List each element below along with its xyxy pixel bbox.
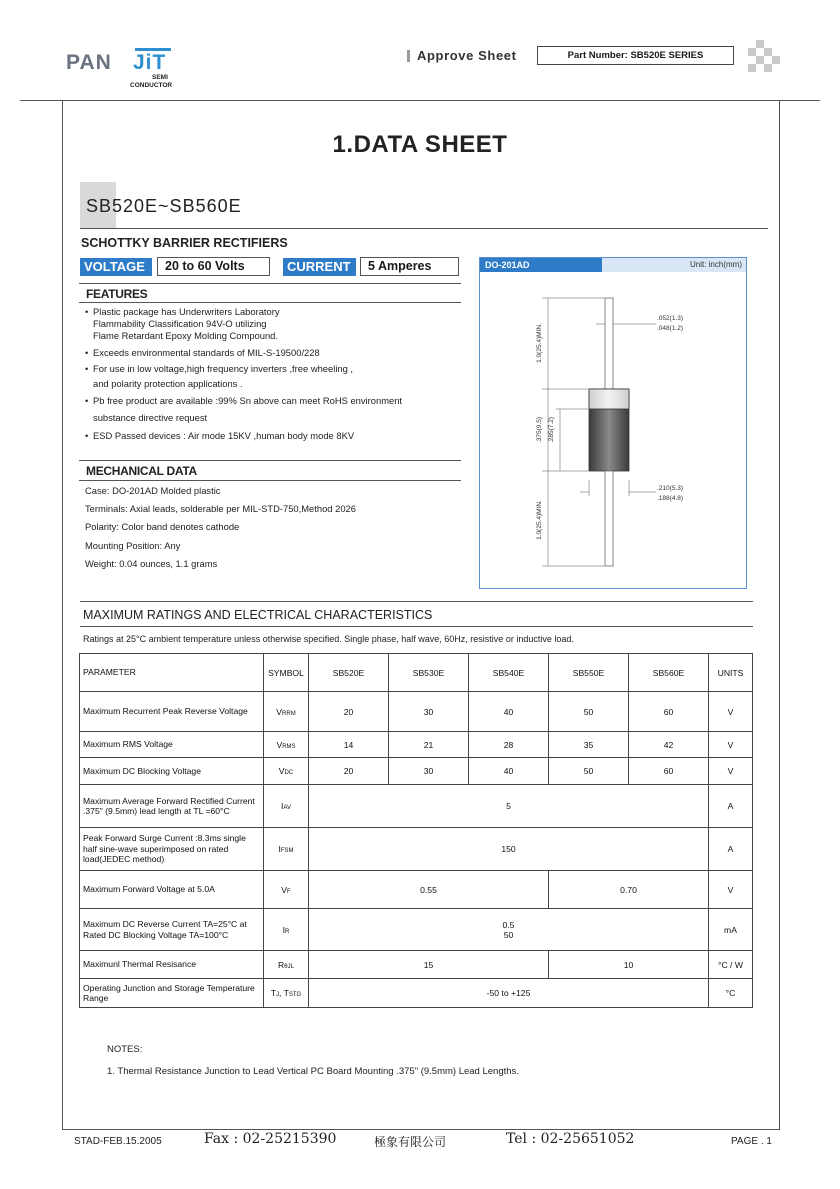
page-title: 1.DATA SHEET [332,131,508,158]
product-type: SCHOTTKY BARRIER RECTIFIERS [81,236,288,250]
param-cell: Maximum Recurrent Peak Reverse Voltage [80,692,264,732]
dim-top-lead-length: 1.0(25.4)MIN. [536,323,543,363]
symbol-main: , T [279,988,289,998]
value-cell: 30 [389,758,469,785]
feature-line: • ESD Passed devices : Air mode 15KV ,human body mode 8KV [93,429,355,441]
table-row [80,909,753,951]
mechanical-line: Polarity: Color band denotes cathode [85,521,240,533]
voltage-value: 20 to 60 Volts [157,257,270,276]
symbol-cell [264,758,309,785]
feature-line: Flammability Classification 94V-O utilizing [93,318,267,329]
value-cell: 50 [549,692,629,732]
value-cell: 15 [309,951,549,979]
mechanical-rule-bottom [79,480,461,481]
header-part: SB550E [549,654,629,692]
value-cell: 60 [629,758,709,785]
symbol-sub: J [276,992,280,998]
symbol-sub: θJL [284,963,294,970]
table-row [80,785,753,828]
value-cell: 20 [309,692,389,732]
mechanical-line: Mounting Position: Any [85,539,181,551]
value-cell: 40 [469,758,549,785]
value-cell: 20 [309,758,389,785]
ratings-title: MAXIMUM RATINGS AND ELECTRICAL CHARACTERISTICS [83,608,433,622]
feature-item [85,395,465,424]
unit-cell: A [709,828,753,871]
feature-line: and polarity protection applications . [93,378,243,389]
cathode-band [589,389,629,409]
dim-lead-dia-min: .048(1.2) [657,325,684,332]
symbol-main: V [276,706,283,717]
dim-body-dia-min: .188(4.8) [657,495,684,502]
param-cell: Peak Forward Surge Current :8.3ms single half sine-wave superimposed on rated load(JEDEC method) [80,828,264,871]
table-header-row [80,654,753,692]
feature-item [85,363,465,390]
header-part: SB560E [629,654,709,692]
symbol-cell [264,979,309,1008]
ratings-table [79,653,753,1008]
symbol-main: I [278,844,281,854]
value-cell: 30 [389,692,469,732]
header-part: SB520E [309,654,389,692]
table-row [80,828,753,871]
unit-cell: V [709,871,753,909]
features-list [85,306,465,446]
table-row [80,692,753,732]
value-cell: 28 [469,732,549,758]
ratings-rule-bottom [80,626,753,627]
ratings-note: Ratings at 25°C ambient temperature unless otherwise specified. Single phase, half wave, 60Hz, resistive or inductive load. [83,634,574,644]
footer-date: STAD-FEB.15.2005 [74,1136,162,1147]
package-drawing [479,257,747,589]
checker-pattern-icon [742,40,778,76]
symbol-main: I [282,924,286,935]
mechanical-heading: MECHANICAL DATA [86,464,197,478]
value-line: 0.5 [502,919,515,930]
current-value: 5 Amperes [360,257,459,276]
symbol-cell [264,909,309,951]
symbol-cell [264,871,309,909]
value-cell: -50 to +125 [309,979,709,1008]
diode-outline-drawing [480,258,748,590]
symbol-sub: R [285,928,290,935]
mechanical-line: Weight: 0.04 ounces, 1.1 grams [85,557,218,569]
value-cell: 60 [629,692,709,732]
feature-item [85,306,465,342]
unit-cell: °C [709,979,753,1008]
value-cell: 5 [309,785,709,828]
param-cell: Maximum DC Reverse Current TA=25°C at Rated DC Blocking Voltage TA=100°C [80,909,264,951]
value-cell [309,909,709,951]
logo-pan-text: PAN [66,51,112,74]
header-symbol: SYMBOL [264,654,309,692]
feature-line: • Pb free product are available :99% Sn above can meet RoHS environment [93,394,403,406]
mechanical-data-list [85,485,465,576]
approve-sheet-marker [407,50,410,62]
series-name: SB520E~SB560E [86,196,242,216]
header-units: UNITS [709,654,753,692]
table-row [80,732,753,758]
unit-cell: mA [709,909,753,951]
symbol-main: T [270,988,277,998]
symbol-cell [264,785,309,828]
value-cell: 50 [549,758,629,785]
footer-company: 極象有限公司 [374,1135,447,1149]
param-cell: Maximum DC Blocking Voltage [80,758,264,785]
param-cell: Maximum Forward Voltage at 5.0A [80,871,264,909]
symbol-sub: FSM [280,848,294,854]
symbol-cell [264,951,309,979]
current-label: CURRENT [283,258,356,276]
symbol-cell [264,828,309,871]
logo-conductor-text: CONDUCTOR [130,82,173,89]
feature-line: • Exceeds environmental standards of MIL-S-19500/228 [93,346,320,358]
part-number-box: Part Number: SB520E SERIES [537,46,734,65]
footer-fax: Fax : 02-25215390 [204,1131,337,1147]
features-rule-bottom [79,302,461,303]
dim-body-dia-max: .210(5.3) [657,485,684,492]
param-cell: Operating Junction and Storage Temperature Range [80,979,264,1008]
table-row [80,871,753,909]
symbol-cell [264,732,309,758]
logo-semi-text: SEMI [152,74,168,81]
symbol-main: R [278,959,285,970]
symbol-main: V [276,739,283,750]
table-row [80,979,753,1008]
param-cell: Maximum Average Forward Rectified Current .375" (9.5mm) lead length at TL =60°C [80,785,264,828]
symbol-sub: DC [284,770,294,776]
symbol-sub: F [287,888,291,895]
package-name: DO-201AD [480,258,602,272]
dim-body-length-min: .285(7.2) [548,416,555,444]
value-cell: 21 [389,732,469,758]
value-cell: 0.70 [549,871,709,909]
ratings-rule-top [80,601,753,602]
approve-sheet-label: Approve Sheet [417,48,517,63]
mechanical-rule-top [79,460,461,461]
feature-item [85,347,465,359]
features-rule-top [79,283,461,284]
unit-cell: V [709,732,753,758]
unit-cell: V [709,692,753,732]
company-logo [66,48,196,94]
footer-page: PAGE . 1 [731,1136,772,1147]
header-part: SB540E [469,654,549,692]
feature-line: • Plastic package has Underwriters Laboratory [93,306,280,317]
voltage-label: VOLTAGE [80,258,152,276]
top-lead [605,298,613,390]
value-cell: 14 [309,732,389,758]
symbol-cell [264,692,309,732]
mechanical-line: Terminals: Axial leads, solderable per MIL-STD-750,Method 2026 [85,503,356,515]
value-cell: 35 [549,732,629,758]
feature-line: • For use in low voltage,high frequency inverters ,free wheeling , [93,363,354,374]
feature-line: Flame Retardant Epoxy Molding Compound. [93,330,278,341]
dim-body-length-max: .375(9.5) [536,416,543,444]
value-cell: 10 [549,951,709,979]
unit-label: Unit: inch(mm) [602,258,746,272]
value-cell: 42 [629,732,709,758]
value-cell: 0.55 [309,871,549,909]
value-cell: 150 [309,828,709,871]
header-parameter: PARAMETER [80,654,264,692]
unit-cell: °C / W [709,951,753,979]
header-part: SB530E [389,654,469,692]
symbol-sub: AV [283,805,291,811]
symbol-sub: RMS [282,743,296,750]
features-heading: FEATURES [86,287,148,301]
table-row [80,951,753,979]
value-cell: 40 [469,692,549,732]
note-item: 1. Thermal Resistance Junction to Lead Vertical PC Board Mounting .375" (9.5mm) Lead Lengths. [107,1066,519,1077]
notes-heading: NOTES: [107,1044,143,1055]
param-cell: Maximum RMS Voltage [80,732,264,758]
dim-bottom-lead-length: 1.0(25.4)MIN. [536,500,543,540]
symbol-main: V [278,766,285,776]
feature-item [85,430,465,442]
feature-line: substance directive request [93,411,208,423]
unit-cell: A [709,785,753,828]
symbol-main: V [281,884,288,895]
mechanical-line: Case: DO-201AD Molded plastic [85,485,221,496]
table-row [80,758,753,785]
series-rule [80,228,768,229]
dim-lead-dia-max: .052(1.3) [657,315,684,322]
footer-tel: Tel : 02-25651052 [506,1131,635,1147]
logo-jit-text: JiT [133,51,167,74]
bottom-lead [605,471,613,566]
symbol-sub: STG [288,992,302,998]
symbol-sub: RRM [282,710,296,717]
unit-cell: V [709,758,753,785]
param-cell: Maximunl Thermal Resisance [80,951,264,979]
value-line: 50 [503,929,514,940]
symbol-main: I [281,801,284,811]
